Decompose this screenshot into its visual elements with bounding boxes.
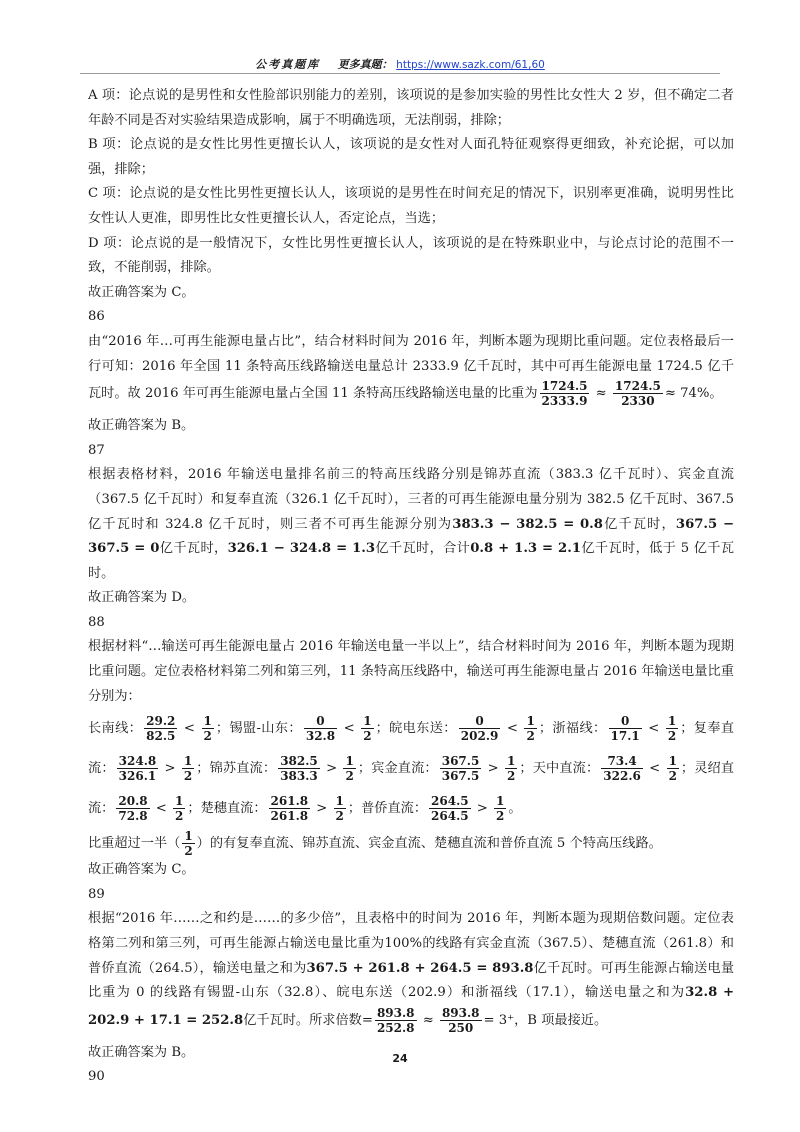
explanation-86: 由“2016 年…可再生能源电量占比”，结合材料时间为 2016 年，判断本题为现期比重问题。定位表格最后一行可知：2016 年全国 11 条特高压线路输送电量总计 2333.9 亿千瓦时，其中可再生能源电量 1724.5 亿千瓦时。故 2016 年可再生能源电量占全国 11 条特高压线路输送电量的比重为 $\frac{1724.5}{2333.9}$ ≈ $\frac{1724.5}{2330}$ ≈ 74%。 — [88, 333, 734, 409]
ratio-half-fraction: $\frac{1}{2}$ — [175, 794, 184, 824]
ratio-comparator: < — [644, 761, 665, 777]
ratio-item: 灵绍直流： $\frac{20.8}{72.8}$ < $\frac{1}{2}$ ； — [88, 761, 735, 824]
fraction-half: $\frac{1}{2}$ — [184, 829, 193, 859]
ratio-fraction: $\frac{367.5}{367.5}$ — [441, 754, 480, 784]
question-number-89: 89 — [88, 886, 105, 902]
ratio-half-fraction: $\frac{1}{2}$ — [667, 714, 677, 744]
question-number-87: 87 — [88, 442, 105, 458]
summary-88: 比重超过一半（ $\frac{1}{2}$ ）的有复奉直流、锦苏直流、宾金直流、楚穗直流和普侨直流 5 个特高压线路。 — [88, 829, 662, 859]
header-link[interactable]: https://www.sazk.com/61,60 — [396, 59, 545, 71]
question-number-90: 90 — [88, 1069, 105, 1085]
ratio-fraction: $\frac{264.5}{264.5}$ — [431, 794, 469, 824]
option-a-analysis: A 项：论点说的是男性和女性脸部识别能力的差别，该项说的是参加实验的男性比女性大 2 岁，但不确定二者年龄不同是否对实验结果造成影响，属于不明确选项，无法削弱，排除； — [88, 88, 734, 128]
fraction-86-b: $\frac{1724.5}{2330}$ — [614, 379, 661, 409]
ratio-list — [88, 709, 734, 829]
ratio-fraction: $\frac{29.2}{82.5}$ — [146, 714, 176, 744]
ratio-half-fraction: $\frac{1}{2}$ — [345, 754, 354, 784]
ratio-item: 复奉直流： $\frac{324.8}{326.1}$ > $\frac{1}{2}$ ； — [88, 721, 735, 784]
ratio-item: 宾金直流： $\frac{367.5}{367.5}$ > $\frac{1}{2}$ ； — [371, 754, 533, 784]
explanation-89: 根据“2016 年……之和约是……的多少倍”，且表格中的时间为 2016 年，判断本题为现期倍数问题。定位表格第二列和第三列，可再生能源占输送电量比重为100%的线路有宾金直流（367.5）、楚穗直流（261.8）和普侨直流（264.5），输送电量之和为367.5 + 261.8 + 264.5 = 893.8亿千瓦时。可再生能源占输送电量比重为 0 的线路有锡盟-山东（32.8）、皖电东送（202.9）和浙福线（17.1），输送电量之和为32.8 + 202.9 + 17.1 = 252.8亿千瓦时。所求倍数= $\frac{893.8}{252.8}$ ≈ $\frac{893.8}{250}$ = 3⁺，B 项最接近。 — [88, 911, 735, 1035]
ratio-item: 长南线： $\frac{29.2}{82.5}$ < $\frac{1}{2}$ ； — [88, 714, 230, 744]
ratio-comparator: < — [502, 721, 523, 737]
ratio-line-name: 楚穗直流： — [200, 801, 267, 817]
ratio-half-fraction: $\frac{1}{2}$ — [183, 754, 193, 784]
ratio-half-fraction: $\frac{1}{2}$ — [363, 714, 372, 744]
ratio-item: 浙福线： $\frac{0}{17.1}$ < $\frac{1}{2}$ ； — [552, 714, 694, 744]
ratio-comparator: < — [179, 721, 200, 737]
ratio-line-name: 皖电东送： — [388, 721, 457, 737]
explanation-87: 根据表格材料，2016 年输送电量排名前三的特高压线路分别是锦苏直流（383.3 亿千瓦时）、宾金直流（367.5 亿千瓦时）和复奉直流（326.1 亿千瓦时），三者的可再生能源电量分别为 382.5 亿千瓦时、367.5 亿千瓦时和 324.8 亿千瓦时，则三者不可再生能源分别为383.3 − 382.5 = 0.8亿千瓦时，367.5 − 367.5 = 0亿千瓦时，326.1 − 324.8 = 1.3亿千瓦时，合计0.8 + 1.3 = 2.1亿千瓦时，低于 5 亿千瓦时。 — [88, 467, 735, 581]
fraction-86-a: $\frac{1724.5}{2333.9}$ — [541, 379, 588, 409]
header-brand: 公考真题库 — [255, 58, 321, 71]
ratio-fraction: $\frac{324.8}{326.1}$ — [118, 754, 157, 784]
ratio-fraction: $\frac{0}{202.9}$ — [460, 714, 499, 744]
page-header — [0, 56, 800, 72]
ratio-comparator: > — [160, 761, 180, 777]
header-rule — [80, 73, 720, 74]
ratio-fraction: $\frac{20.8}{72.8}$ — [118, 794, 148, 824]
fraction-89-a: $\frac{893.8}{252.8}$ — [376, 1005, 415, 1035]
ratio-comparator: < — [339, 721, 360, 737]
ratio-item: 锡盟-山东： $\frac{0}{32.8}$ < $\frac{1}{2}$ ； — [229, 714, 389, 744]
ratio-item: 普侨直流： $\frac{264.5}{264.5}$ > $\frac{1}{2}$ 。 — [361, 794, 522, 824]
option-c-analysis: C 项：论点说的是女性比男性更擅长认人，该项说的是男性在时间充足的情况下，识别率更准确，说明男性比女性认人更准，即男性比女性更擅长认人，否定论点，当选； — [88, 186, 734, 226]
ratio-line-name: 锡盟-山东： — [229, 721, 302, 737]
ratio-fraction: $\frac{73.4}{322.6}$ — [603, 754, 641, 784]
question-number-88: 88 — [88, 614, 105, 630]
answer-88: 故正确答案为 C。 — [88, 862, 195, 878]
ratio-comparator: < — [643, 721, 664, 737]
ratio-comparator: > — [472, 801, 493, 817]
ratio-comparator: > — [321, 761, 342, 777]
answer-89: 故正确答案为 B。 — [88, 1044, 195, 1060]
ratio-item: 天中直流： $\frac{73.4}{322.6}$ < $\frac{1}{2}$ ； — [532, 754, 695, 784]
ratio-item: 皖电东送： $\frac{0}{202.9}$ < $\frac{1}{2}$ ； — [388, 714, 553, 744]
ratio-comparator: < — [151, 801, 172, 817]
header-label: 更多真题： — [337, 58, 393, 71]
ratio-line-name: 锦苏直流： — [209, 761, 277, 777]
answer-86: 故正确答案为 B。 — [88, 418, 195, 434]
explanation-88: 根据材料“…输送可再生能源电量占 2016 年输送电量一半以上”，结合材料时间为 2016 年，判断本题为现期比重问题。定位表格材料第二列和第三列，11 条特高压线路中，输送可再生能源电量占 2016 年输送电量比重分别为： — [88, 639, 734, 704]
answer-87: 故正确答案为 D。 — [88, 590, 196, 606]
ratio-line-name: 天中直流： — [532, 761, 600, 777]
ratio-line-name: 浙福线： — [552, 721, 607, 737]
ratio-fraction: $\frac{382.5}{383.3}$ — [280, 754, 318, 784]
explanation-86-text: 由“2016 年…可再生能源电量占比”，结合材料时间为 2016 年，判断本题为现期比重问题。定位表格最后一行可知：2016 年全国 11 条特高压线路输送电量总计 2333.9 亿千瓦时，其中可再生能源电量 1724.5 亿千瓦时。故 2016 年可再生能源电量占全国 11 条特高压线路输送电量的比重为 — [88, 333, 734, 402]
page-content — [88, 84, 734, 1090]
ratio-line-name: 宾金直流： — [371, 761, 438, 777]
ratio-line-name: 灵绍直流： — [88, 761, 735, 817]
ratio-fraction: $\frac{0}{32.8}$ — [305, 714, 336, 744]
ratio-comparator: > — [483, 761, 504, 777]
ratio-comparator: > — [312, 801, 332, 817]
ratio-item: 锦苏直流： $\frac{382.5}{383.3}$ > $\frac{1}{2}$ ； — [209, 754, 372, 784]
ratio-half-fraction: $\frac{1}{2}$ — [507, 754, 516, 784]
fraction-86-result: ≈ 74% — [664, 386, 710, 402]
ratio-half-fraction: $\frac{1}{2}$ — [335, 794, 344, 824]
ratio-fraction: $\frac{0}{17.1}$ — [610, 714, 640, 744]
option-d-analysis: D 项：论点说的是一般情况下，女性比男性更擅长认人，该项说的是在特殊职业中，与论点讨论的范围不一致，不能削弱，排除。 — [88, 235, 734, 276]
ratio-line-name: 普侨直流： — [361, 801, 428, 817]
question-number-86: 86 — [88, 309, 105, 325]
page-number: 24 — [392, 1052, 408, 1065]
ratio-half-fraction: $\frac{1}{2}$ — [668, 754, 677, 784]
ratio-line-name: 长南线： — [88, 721, 143, 737]
answer-85: 故正确答案为 C。 — [88, 284, 195, 300]
fraction-89-b: $\frac{893.8}{250}$ — [441, 1005, 480, 1035]
ratio-fraction: $\frac{261.8}{261.8}$ — [270, 794, 309, 824]
ratio-half-fraction: $\frac{1}{2}$ — [496, 794, 505, 824]
ratio-half-fraction: $\frac{1}{2}$ — [526, 714, 535, 744]
ratio-line-name: 复奉直流： — [88, 721, 735, 777]
ratio-half-fraction: $\frac{1}{2}$ — [203, 714, 212, 744]
ratio-item: 楚穗直流： $\frac{261.8}{261.8}$ > $\frac{1}{2}$ ； — [200, 794, 362, 824]
option-b-analysis: B 项：论点说的是女性比男性更擅长认人，该项说的是女性对人面孔特征观察得更细致，补充论据，可以加强，排除； — [88, 137, 734, 177]
